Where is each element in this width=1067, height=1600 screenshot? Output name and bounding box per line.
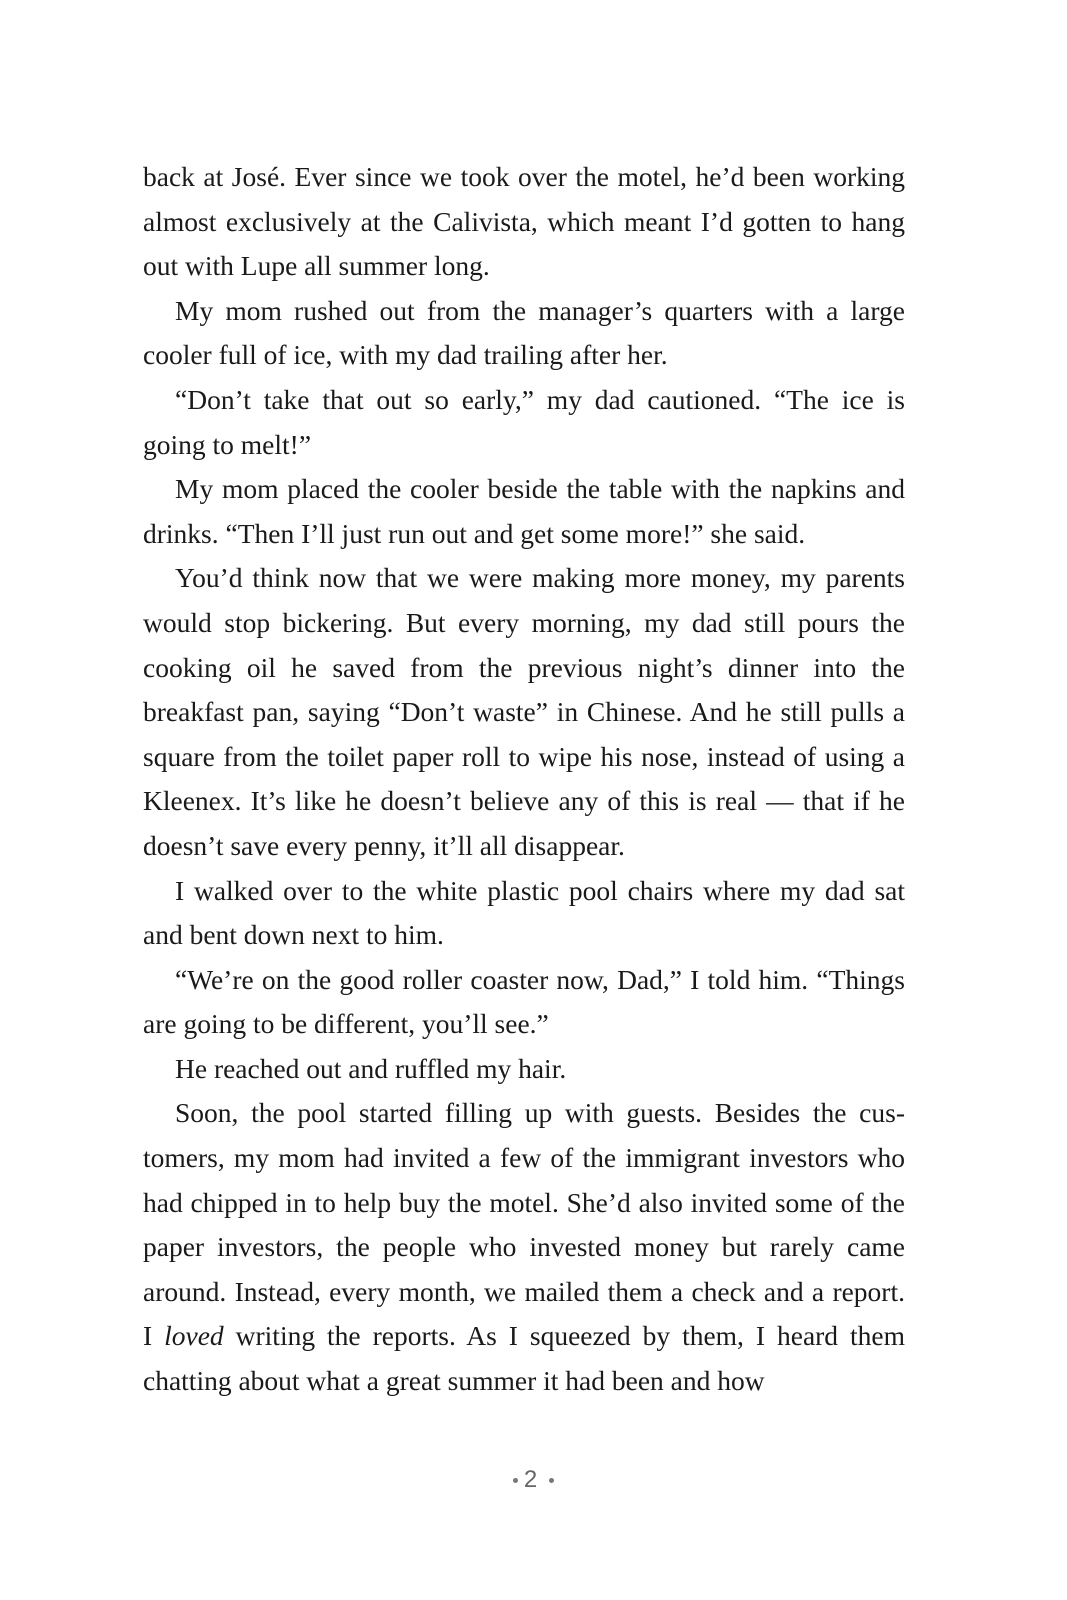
page-body — [143, 155, 905, 1404]
paragraph-7: “We’re on the good roller coaster now, Dad,” I told him. “Things are going to be different, you’ll see.” — [143, 963, 905, 1040]
bullet-icon — [513, 1478, 518, 1483]
paragraph-6: I walked over to the white plastic pool chairs where my dad sat and bent down next to him. — [143, 874, 905, 951]
paragraph-1: back at José. Ever since we took over the motel, he’d been working almost exclusively at the Calivista, which meant I’d gotten to hang out with Lupe all summer long. — [143, 161, 905, 282]
paragraph-9-text-a: Soon, the pool started filling up with guests. Besides the customers, my mom had invited a few of the immigrant investors who had chipped in to help buy the motel. She’d also invited some of the paper investors, the people who invested money but rarely came around. Instead, every month, we mailed them a check and a report. I — [143, 1097, 905, 1352]
paragraph-9-italic: loved — [164, 1320, 224, 1352]
paragraph-9-text-b: writing the reports. As I squeezed by them, I heard them chatting about what a great summer it had been and how — [143, 1320, 905, 1397]
page-number-footer — [0, 1466, 1067, 1494]
paragraph-2: My mom rushed out from the manager’s quarters with a large cooler full of ice, with my dad trailing after her. — [143, 294, 905, 371]
page-number: 2 — [523, 1466, 544, 1493]
bullet-icon — [549, 1478, 554, 1483]
paragraph-3: “Don’t take that out so early,” my dad cautioned. “The ice is going to melt!” — [143, 383, 905, 460]
paragraph-5: You’d think now that we were making more money, my parents would stop bickering. But every morning, my dad still pours the cooking oil he saved from the previous night’s dinner into the breakfast pan, saying “Don’t waste” in Chinese. And he still pulls a square from the toilet paper roll to wipe his nose, instead of using a Kleenex. It’s like he doesn’t believe any of this is real — that if he doesn’t save every penny, it’ll all disappear. — [143, 562, 905, 861]
paragraph-4: My mom placed the cooler beside the table with the napkins and drinks. “Then I’ll just run out and get some more!” she said. — [143, 473, 905, 549]
paragraph-8: He reached out and ruffled my hair. — [175, 1052, 567, 1084]
paragraph-9 — [143, 1091, 905, 1403]
